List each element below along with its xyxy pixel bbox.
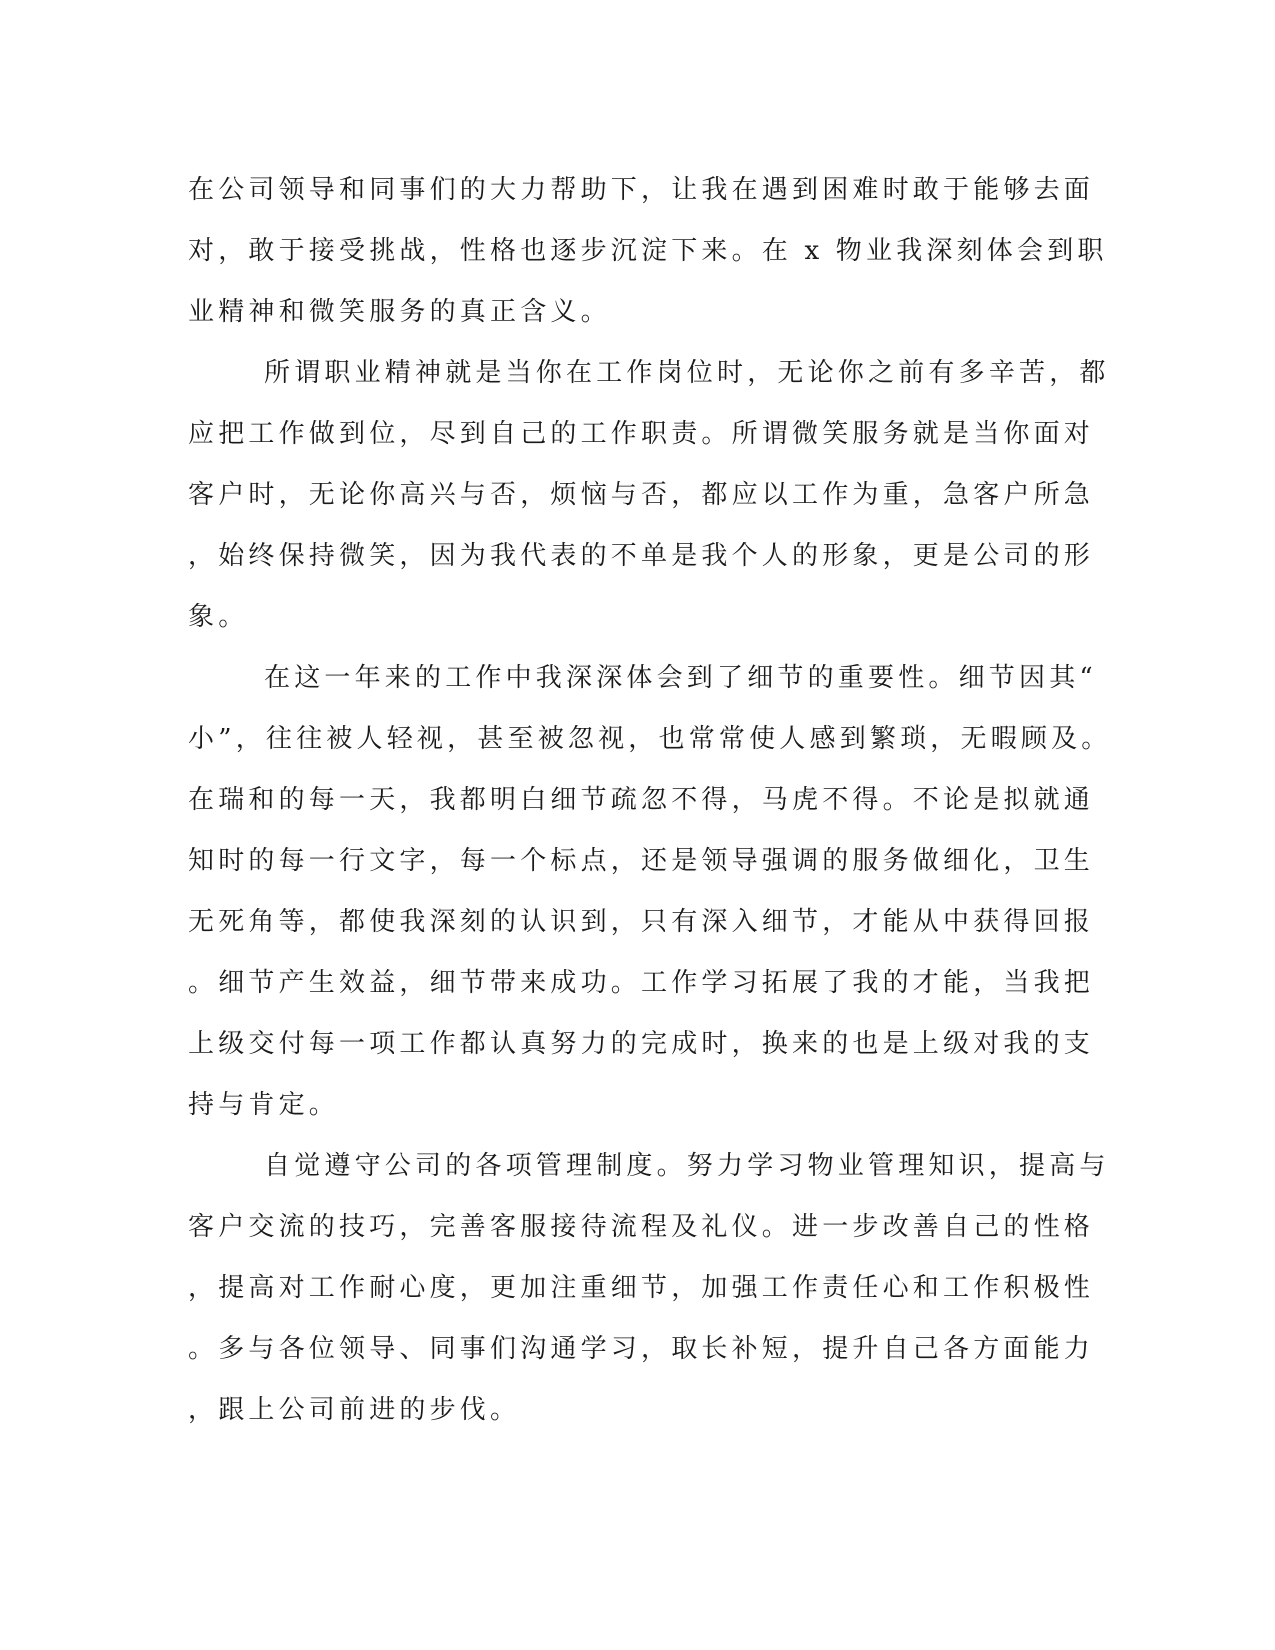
text-line: 在公司领导和同事们的大力帮助下，让我在遇到困难时敢于能够去面 bbox=[188, 175, 1095, 205]
text-line: 上级交付每一项工作都认真努力的完成时，换来的也是上级对我的支 bbox=[188, 1029, 1095, 1059]
text-line: 。多与各位领导、同事们沟通学习，取长补短，提升自己各方面能力 bbox=[188, 1334, 1095, 1364]
text-line: 持与肯定。 bbox=[188, 1090, 340, 1120]
text-line: ，始终保持微笑，因为我代表的不单是我个人的形象，更是公司的形 bbox=[188, 541, 1095, 571]
text-line: 无死角等，都使我深刻的认识到，只有深入细节，才能从中获得回报 bbox=[188, 907, 1095, 937]
text-line: 自觉遵守公司的各项管理制度。努力学习物业管理知识，提高与 bbox=[264, 1151, 1110, 1181]
text-line: 象。 bbox=[188, 602, 249, 632]
text-line: 应把工作做到位，尽到自己的工作职责。所谓微笑服务就是当你面对 bbox=[188, 419, 1095, 449]
text-line: 知时的每一行文字，每一个标点，还是领导强调的服务做细化，卫生 bbox=[188, 846, 1095, 876]
text-line: 业精神和微笑服务的真正含义。 bbox=[188, 297, 611, 327]
text-line: 小”，往往被人轻视，甚至被忽视，也常常使人感到繁琐，无暇顾及。 bbox=[188, 724, 1112, 754]
text-line: 对，敢于接受挑战，性格也逐步沉淀下来。在 x 物业我深刻体会到职 bbox=[188, 236, 1108, 266]
text-line: 。细节产生效益，细节带来成功。工作学习拓展了我的才能，当我把 bbox=[188, 968, 1095, 998]
text-line: ，跟上公司前进的步伐。 bbox=[188, 1395, 521, 1425]
text-line: 客户交流的技巧，完善客服接待流程及礼仪。进一步改善自己的性格 bbox=[188, 1212, 1095, 1242]
text-line: 客户时，无论你高兴与否，烦恼与否，都应以工作为重，急客户所急 bbox=[188, 480, 1095, 510]
text-line: 所谓职业精神就是当你在工作岗位时，无论你之前有多辛苦，都 bbox=[264, 358, 1110, 388]
document-body bbox=[188, 160, 1112, 1441]
text-line: ，提高对工作耐心度，更加注重细节，加强工作责任心和工作积极性 bbox=[188, 1273, 1095, 1303]
text-line: 在瑞和的每一天，我都明白细节疏忽不得，马虎不得。不论是拟就通 bbox=[188, 785, 1095, 815]
text-line: 在这一年来的工作中我深深体会到了细节的重要性。细节因其“ bbox=[264, 663, 1097, 693]
